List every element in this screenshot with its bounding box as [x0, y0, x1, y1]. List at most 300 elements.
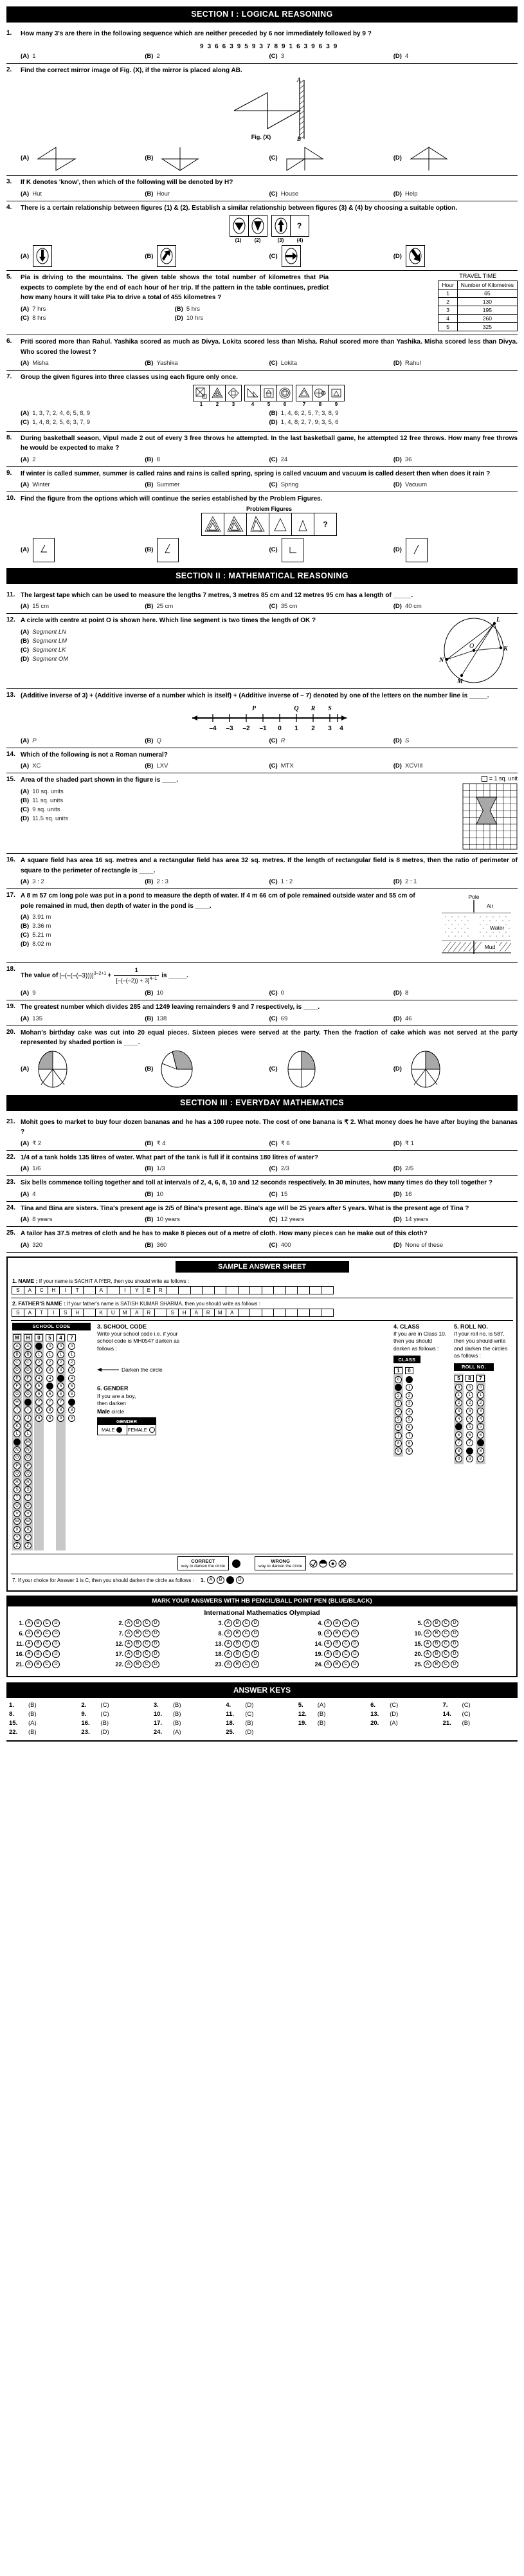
name-cell[interactable]	[238, 1309, 251, 1317]
option-d[interactable]	[393, 1242, 518, 1249]
bubble[interactable]: 7	[466, 1439, 473, 1446]
option-a[interactable]	[21, 1191, 145, 1198]
option-d[interactable]	[393, 1216, 518, 1223]
option-d[interactable]	[393, 456, 518, 463]
answer-bubble-a[interactable]: A	[424, 1640, 431, 1648]
gender-female-option[interactable]	[127, 1425, 156, 1434]
option-a[interactable]	[21, 360, 145, 367]
option-c[interactable]	[21, 419, 269, 426]
name-cell[interactable]	[297, 1286, 310, 1294]
bubble[interactable]: M	[24, 1439, 32, 1446]
answer-bubble-a[interactable]: A	[324, 1650, 332, 1658]
option-b[interactable]	[145, 1049, 269, 1089]
bubble[interactable]: 5	[395, 1416, 402, 1423]
bubble[interactable]: I	[14, 1406, 21, 1413]
bubble[interactable]: Y	[14, 1534, 21, 1541]
answer-bubble-b[interactable]: B	[134, 1650, 141, 1658]
answer-bubble-b[interactable]: B	[134, 1619, 141, 1627]
answer-sample-bubble-a[interactable]: A	[207, 1576, 215, 1584]
option-c[interactable]	[269, 481, 393, 488]
option-a[interactable]	[21, 878, 145, 885]
name-cell[interactable]	[202, 1286, 215, 1294]
name-cell[interactable]	[226, 1286, 239, 1294]
option-a[interactable]	[21, 629, 428, 636]
name-cell[interactable]: H	[178, 1309, 191, 1317]
answer-bubble-d[interactable]: D	[52, 1661, 60, 1668]
bubble[interactable]	[68, 1399, 75, 1406]
answer-bubble-c[interactable]: C	[43, 1619, 51, 1627]
answer-bubble-d[interactable]: D	[152, 1630, 159, 1637]
answer-bubble-c[interactable]: C	[342, 1630, 350, 1637]
bubble[interactable]: 4	[395, 1408, 402, 1415]
answer-bubble-a[interactable]: A	[224, 1630, 232, 1637]
answer-bubble-a[interactable]: A	[125, 1630, 132, 1637]
answer-bubble-d[interactable]: D	[451, 1619, 458, 1627]
bubble[interactable]: 2	[406, 1392, 413, 1399]
option-a[interactable]	[21, 1165, 145, 1172]
bubble[interactable]: 4	[466, 1415, 473, 1422]
answer-bubble-c[interactable]: C	[442, 1619, 449, 1627]
answer-bubble-c[interactable]: C	[442, 1640, 449, 1648]
bubble-column[interactable]	[454, 1374, 464, 1464]
bubble[interactable]: F	[14, 1383, 21, 1390]
bubble[interactable]: 9	[46, 1415, 53, 1422]
option-b[interactable]	[145, 53, 269, 60]
name-cell[interactable]	[321, 1286, 334, 1294]
bubble[interactable]: J	[14, 1415, 21, 1422]
bubble[interactable]: U	[14, 1502, 21, 1509]
answer-bubble-a[interactable]: A	[324, 1630, 332, 1637]
name-cell[interactable]: I	[48, 1309, 60, 1317]
answer-bubble-c[interactable]: C	[242, 1619, 250, 1627]
option-a[interactable]	[21, 538, 145, 562]
bubble[interactable]: 4	[477, 1415, 484, 1422]
bubble[interactable]: U	[24, 1502, 32, 1509]
option-b[interactable]	[21, 638, 428, 645]
option-a[interactable]	[21, 762, 145, 769]
bubble[interactable]: 3	[395, 1400, 402, 1407]
bubble[interactable]: 0	[455, 1384, 462, 1391]
answer-bubble-d[interactable]: D	[451, 1640, 458, 1648]
answer-bubble-a[interactable]: A	[324, 1640, 332, 1648]
bubble[interactable]: L	[24, 1430, 32, 1437]
answer-bubble-c[interactable]: C	[143, 1619, 150, 1627]
bubble[interactable]: K	[14, 1422, 21, 1430]
option-d[interactable]	[393, 538, 518, 562]
answer-bubble-b[interactable]: B	[233, 1640, 241, 1648]
bubble[interactable]: 8	[455, 1448, 462, 1455]
bubble[interactable]: 0	[46, 1343, 53, 1350]
option-d[interactable]	[21, 941, 429, 948]
option-c[interactable]	[21, 932, 429, 939]
bubble[interactable]: 2	[466, 1399, 473, 1406]
bubble[interactable]: 5	[35, 1383, 42, 1390]
option-a[interactable]	[21, 306, 175, 313]
bubble[interactable]: 5	[68, 1383, 75, 1390]
answer-bubble-b[interactable]: B	[34, 1650, 42, 1658]
bubble[interactable]: 7	[455, 1439, 462, 1446]
option-b[interactable]	[21, 797, 456, 804]
bubble[interactable]: L	[14, 1430, 21, 1437]
name-cell[interactable]: R	[202, 1309, 215, 1317]
answer-bubble-d[interactable]: D	[152, 1640, 159, 1648]
answer-bubble-a[interactable]: A	[125, 1661, 132, 1668]
bubble[interactable]: W	[14, 1518, 21, 1525]
bubble[interactable]	[466, 1448, 473, 1455]
name-cell[interactable]	[285, 1286, 298, 1294]
answer-bubble-d[interactable]: D	[52, 1619, 60, 1627]
bubble[interactable]: 1	[406, 1384, 413, 1391]
option-c[interactable]	[269, 456, 393, 463]
bubble[interactable]: 6	[466, 1431, 473, 1439]
bubble[interactable]: 5	[406, 1416, 413, 1423]
option-d[interactable]	[21, 656, 428, 663]
bubble[interactable]: 6	[35, 1390, 42, 1397]
option-c[interactable]	[269, 538, 393, 562]
name-cell[interactable]	[309, 1309, 322, 1317]
bubble[interactable]: D	[24, 1366, 32, 1374]
option-d[interactable]	[393, 989, 518, 997]
name-cell[interactable]: A	[24, 1286, 37, 1294]
name-cell[interactable]	[273, 1286, 286, 1294]
bubble[interactable]: 3	[455, 1408, 462, 1415]
answer-bubble-d[interactable]: D	[351, 1650, 359, 1658]
answer-bubble-a[interactable]: A	[424, 1630, 431, 1637]
bubble[interactable]: 6	[68, 1390, 75, 1397]
option-d[interactable]	[393, 53, 518, 60]
bubble-column[interactable]	[465, 1374, 474, 1464]
answer-bubble-c[interactable]: C	[43, 1650, 51, 1658]
bubble[interactable]	[477, 1439, 484, 1446]
option-d[interactable]	[393, 603, 518, 610]
answer-sample-bubble-c[interactable]	[226, 1576, 234, 1584]
bubble[interactable]: T	[14, 1494, 21, 1501]
option-a[interactable]	[21, 603, 145, 610]
answer-bubble-d[interactable]: D	[52, 1640, 60, 1648]
option-c[interactable]	[21, 315, 175, 322]
option-a[interactable]	[21, 1242, 145, 1249]
bubble[interactable]: 0	[57, 1343, 64, 1350]
answer-bubble-b[interactable]: B	[134, 1661, 141, 1668]
name-cell[interactable]	[238, 1286, 251, 1294]
answer-bubble-d[interactable]: D	[52, 1650, 60, 1658]
bubble[interactable]: Y	[24, 1534, 32, 1541]
bubble[interactable]: T	[24, 1494, 32, 1501]
name-cell[interactable]: S	[12, 1286, 24, 1294]
bubble[interactable]: 2	[395, 1392, 402, 1399]
answer-bubble-c[interactable]: C	[442, 1650, 449, 1658]
name-cell[interactable]	[297, 1309, 310, 1317]
answer-bubble-c[interactable]: C	[143, 1650, 150, 1658]
option-c[interactable]	[269, 762, 393, 769]
bubble[interactable]: 8	[406, 1440, 413, 1447]
bubble[interactable]: O	[14, 1454, 21, 1461]
bubble[interactable]: X	[24, 1526, 32, 1533]
father-name-entry-grid[interactable]	[12, 1309, 512, 1317]
bubble[interactable]: 6	[477, 1431, 484, 1439]
name-cell[interactable]: R	[143, 1309, 156, 1317]
bubble[interactable]: R	[14, 1478, 21, 1486]
option-a[interactable]	[21, 737, 145, 744]
answer-bubble-d[interactable]: D	[251, 1650, 259, 1658]
answer-bubble-d[interactable]: D	[451, 1630, 458, 1637]
answer-bubble-c[interactable]: C	[342, 1650, 350, 1658]
bubble[interactable]: V	[24, 1510, 32, 1517]
name-cell[interactable]	[273, 1309, 286, 1317]
name-cell[interactable]: A	[24, 1309, 37, 1317]
answer-bubble-b[interactable]: B	[333, 1630, 341, 1637]
name-cell[interactable]: A	[131, 1309, 143, 1317]
option-d[interactable]	[393, 481, 518, 488]
name-cell[interactable]	[190, 1286, 203, 1294]
name-cell[interactable]	[107, 1286, 120, 1294]
bubble[interactable]	[455, 1423, 462, 1430]
answer-bubble-b[interactable]: B	[34, 1661, 42, 1668]
name-cell[interactable]: Y	[131, 1286, 143, 1294]
answer-bubble-c[interactable]: C	[342, 1640, 350, 1648]
answer-bubble-a[interactable]: A	[25, 1661, 33, 1668]
bubble[interactable]: 3	[406, 1400, 413, 1407]
option-d[interactable]	[393, 878, 518, 885]
answer-bubble-d[interactable]: D	[152, 1661, 159, 1668]
bubble[interactable]	[406, 1376, 413, 1383]
name-cell[interactable]: S	[59, 1309, 72, 1317]
bubble[interactable]: 8	[68, 1406, 75, 1413]
bubble[interactable]: R	[24, 1478, 32, 1486]
name-cell[interactable]	[262, 1286, 275, 1294]
bubble[interactable]: 8	[57, 1406, 64, 1413]
bubble[interactable]	[57, 1375, 64, 1382]
name-cell[interactable]: C	[35, 1286, 48, 1294]
bubble[interactable]: 7	[46, 1399, 53, 1406]
bubble[interactable]: 8	[477, 1448, 484, 1455]
bubble-column[interactable]	[404, 1366, 414, 1457]
bubble[interactable]: 9	[57, 1415, 64, 1422]
answer-bubble-b[interactable]: B	[34, 1630, 42, 1637]
option-c[interactable]	[269, 53, 393, 60]
bubble[interactable]: Z	[24, 1542, 32, 1549]
option-b[interactable]	[145, 737, 269, 744]
answer-bubble-a[interactable]: A	[25, 1640, 33, 1648]
option-b[interactable]	[145, 360, 269, 367]
option-b[interactable]	[269, 410, 518, 417]
bubble[interactable]: 9	[466, 1455, 473, 1462]
name-cell[interactable]	[285, 1309, 298, 1317]
bubble[interactable]: P	[24, 1462, 32, 1469]
bubble[interactable]: E	[24, 1375, 32, 1382]
answer-bubble-c[interactable]: C	[242, 1640, 250, 1648]
answer-bubble-a[interactable]: A	[125, 1640, 132, 1648]
gender-male-option[interactable]	[98, 1425, 127, 1434]
answer-bubble-b[interactable]: B	[433, 1619, 440, 1627]
bubble[interactable]: 1	[57, 1351, 64, 1358]
option-d[interactable]	[269, 419, 518, 426]
option-a[interactable]	[21, 190, 145, 198]
bubble[interactable]: F	[24, 1383, 32, 1390]
bubble[interactable]: N	[24, 1446, 32, 1453]
name-cell[interactable]: U	[107, 1309, 120, 1317]
answer-bubble-b[interactable]: B	[433, 1640, 440, 1648]
option-b[interactable]	[145, 190, 269, 198]
option-b[interactable]	[145, 878, 269, 885]
option-c[interactable]	[269, 245, 393, 267]
answer-bubble-d[interactable]: D	[351, 1619, 359, 1627]
bubble[interactable]: 7	[406, 1432, 413, 1439]
bubble-column[interactable]	[67, 1333, 77, 1551]
answer-bubble-a[interactable]: A	[125, 1619, 132, 1627]
name-cell[interactable]: M	[214, 1309, 227, 1317]
option-a[interactable]	[21, 914, 429, 921]
name-cell[interactable]: T	[35, 1309, 48, 1317]
bubble[interactable]: 9	[395, 1448, 402, 1455]
option-b[interactable]	[145, 1242, 269, 1249]
answer-bubble-a[interactable]: A	[224, 1650, 232, 1658]
answer-bubble-b[interactable]: B	[134, 1630, 141, 1637]
bubble[interactable]: P	[14, 1462, 21, 1469]
answer-bubble-c[interactable]: C	[43, 1630, 51, 1637]
name-cell[interactable]: R	[154, 1286, 167, 1294]
option-a[interactable]	[21, 1216, 145, 1223]
bubble-column[interactable]	[34, 1333, 44, 1551]
answer-bubble-a[interactable]: A	[424, 1661, 431, 1668]
option-a[interactable]	[21, 1140, 145, 1147]
answer-bubble-d[interactable]: D	[251, 1630, 259, 1637]
bubble[interactable]: 6	[46, 1390, 53, 1397]
bubble[interactable]: 4	[68, 1375, 75, 1382]
option-c[interactable]	[269, 1191, 393, 1198]
option-c[interactable]	[21, 647, 428, 654]
bubble[interactable]: 5	[477, 1423, 484, 1430]
option-b[interactable]	[145, 762, 269, 769]
option-c[interactable]	[269, 1216, 393, 1223]
answer-bubble-c[interactable]: C	[143, 1661, 150, 1668]
gender-box[interactable]	[97, 1417, 156, 1435]
bubble[interactable]	[24, 1399, 32, 1406]
option-d[interactable]	[393, 737, 518, 744]
answer-sample-bubble-b[interactable]: B	[217, 1576, 224, 1584]
answer-bubble-b[interactable]: B	[433, 1650, 440, 1658]
answer-bubble-d[interactable]: D	[451, 1650, 458, 1658]
bubble[interactable]: 3	[477, 1408, 484, 1415]
option-c[interactable]	[269, 1015, 393, 1022]
bubble[interactable]: Q	[24, 1470, 32, 1477]
bubble[interactable]	[14, 1439, 21, 1446]
bubble[interactable]: 4	[35, 1375, 42, 1382]
answer-bubble-grid[interactable]	[8, 1618, 516, 1676]
bubble[interactable]: A	[24, 1343, 32, 1350]
option-c[interactable]	[269, 1242, 393, 1249]
bubble[interactable]: 6	[395, 1424, 402, 1431]
roll-columns[interactable]	[454, 1374, 512, 1464]
option-c[interactable]	[269, 1049, 393, 1089]
option-b[interactable]	[145, 481, 269, 488]
bubble[interactable]: V	[14, 1510, 21, 1517]
option-c[interactable]	[269, 360, 393, 367]
name-cell[interactable]	[262, 1309, 275, 1317]
option-a[interactable]	[21, 481, 145, 488]
bubble[interactable]: 0	[477, 1384, 484, 1391]
option-b[interactable]	[145, 1015, 269, 1022]
answer-bubble-c[interactable]: C	[242, 1630, 250, 1637]
bubble[interactable]: G	[14, 1390, 21, 1397]
bubble[interactable]: Q	[14, 1470, 21, 1477]
answer-bubble-b[interactable]: B	[433, 1630, 440, 1637]
bubble[interactable]: 7	[395, 1432, 402, 1439]
answer-bubble-c[interactable]: C	[342, 1661, 350, 1668]
answer-bubble-c[interactable]: C	[43, 1661, 51, 1668]
option-a[interactable]	[21, 1015, 145, 1022]
name-cell[interactable]: S	[167, 1309, 179, 1317]
answer-bubble-d[interactable]: D	[251, 1661, 259, 1668]
answer-bubble-a[interactable]: A	[224, 1619, 232, 1627]
class-columns[interactable]	[393, 1366, 449, 1457]
bubble[interactable]: S	[24, 1486, 32, 1493]
bubble[interactable]: 1	[46, 1351, 53, 1358]
name-cell[interactable]: I	[59, 1286, 72, 1294]
answer-bubble-d[interactable]: D	[152, 1650, 159, 1658]
bubble[interactable]: 2	[68, 1359, 75, 1366]
option-b[interactable]	[145, 989, 269, 997]
bubble[interactable]: 9	[35, 1415, 42, 1422]
name-cell[interactable]: H	[48, 1286, 60, 1294]
name-cell[interactable]	[249, 1286, 262, 1294]
bubble[interactable]: W	[24, 1518, 32, 1525]
answer-bubble-d[interactable]: D	[451, 1661, 458, 1668]
name-cell[interactable]: A	[95, 1286, 108, 1294]
gender-male-bubble[interactable]	[116, 1427, 122, 1433]
name-cell[interactable]: A	[190, 1309, 203, 1317]
bubble[interactable]: C	[24, 1359, 32, 1366]
bubble[interactable]: 3	[466, 1408, 473, 1415]
bubble[interactable]	[46, 1383, 53, 1390]
option-b[interactable]	[145, 143, 269, 172]
answer-bubble-a[interactable]: A	[224, 1661, 232, 1668]
option-d[interactable]	[393, 360, 518, 367]
option-d[interactable]	[21, 815, 456, 822]
answer-bubble-c[interactable]: C	[143, 1630, 150, 1637]
option-d[interactable]	[393, 190, 518, 198]
name-cell[interactable]	[167, 1286, 179, 1294]
name-cell[interactable]	[249, 1309, 262, 1317]
answer-bubble-b[interactable]: B	[34, 1640, 42, 1648]
option-d[interactable]	[393, 143, 518, 172]
bubble[interactable]: 1	[68, 1351, 75, 1358]
name-cell[interactable]: S	[12, 1309, 24, 1317]
bubble[interactable]: 5	[466, 1423, 473, 1430]
option-b[interactable]	[145, 1165, 269, 1172]
answer-bubble-b[interactable]: B	[233, 1619, 241, 1627]
option-c[interactable]	[269, 878, 393, 885]
answer-bubble-a[interactable]: A	[125, 1650, 132, 1658]
name-cell[interactable]: H	[71, 1309, 84, 1317]
option-c[interactable]	[269, 603, 393, 610]
option-d[interactable]	[393, 1049, 518, 1089]
bubble[interactable]: 6	[455, 1431, 462, 1439]
option-d[interactable]	[393, 1140, 518, 1147]
name-cell[interactable]	[309, 1286, 322, 1294]
answer-bubble-a[interactable]: A	[424, 1650, 431, 1658]
bubble[interactable]: J	[24, 1415, 32, 1422]
bubble[interactable]: 3	[68, 1366, 75, 1374]
bubble[interactable]: O	[24, 1454, 32, 1461]
answer-bubble-c[interactable]: C	[442, 1630, 449, 1637]
answer-bubble-a[interactable]: A	[224, 1640, 232, 1648]
bubble[interactable]	[35, 1343, 42, 1350]
option-a[interactable]	[21, 1049, 145, 1089]
bubble[interactable]: H	[14, 1399, 21, 1406]
answer-bubble-d[interactable]: D	[52, 1630, 60, 1637]
option-c[interactable]	[269, 1165, 393, 1172]
